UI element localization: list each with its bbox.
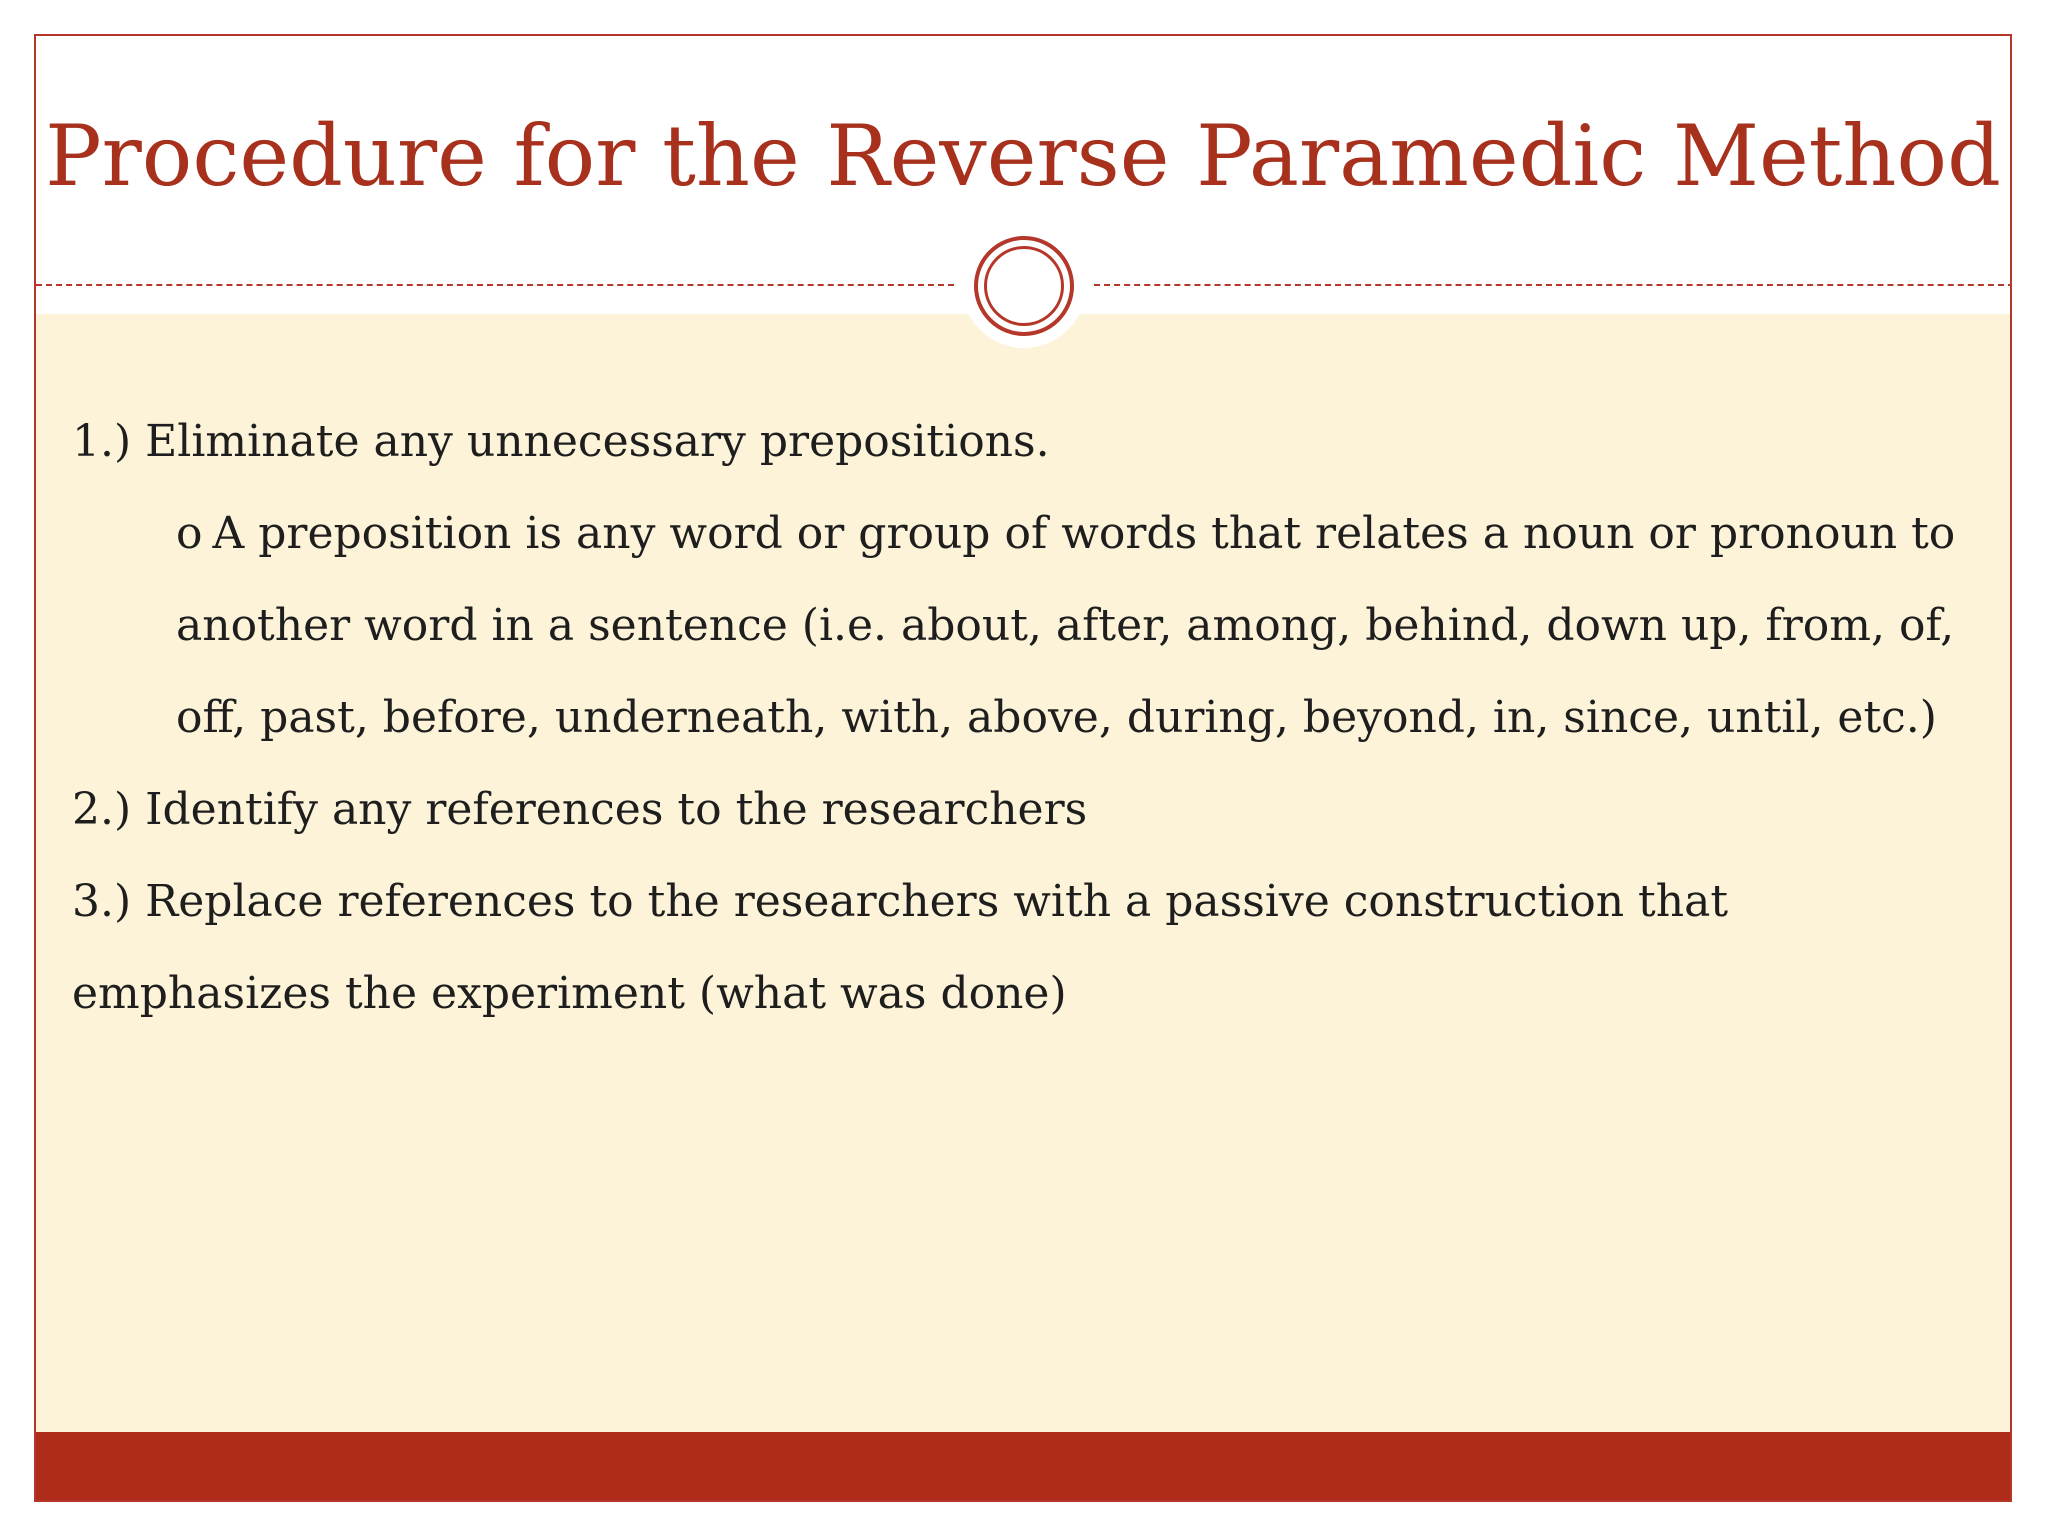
dashed-divider-left (36, 284, 954, 286)
sub-bullet-line-1 (72, 488, 1992, 580)
slide-title: Procedure for the Reverse Paramedic Method (45, 107, 2001, 205)
slide (34, 34, 2012, 1502)
circle-ornament-icon (974, 236, 1074, 336)
sub-bullet-line-2: another word in a sentence (i.e. about, after, among, behind, down up, from, of, (176, 600, 1955, 651)
dashed-divider-right (1094, 284, 2012, 286)
footer-bar (36, 1432, 2010, 1500)
step-3-line-2: emphasizes the experiment (what was done) (72, 968, 1067, 1019)
step-1: 1.) Eliminate any unnecessary prepositions. (72, 416, 1050, 467)
sub-bullet-line-3: off, past, before, underneath, with, above, during, beyond, in, since, until, etc.) (176, 692, 1937, 743)
step-2: 2.) Identify any references to the researchers (72, 784, 1088, 835)
step-3-line-1: 3.) Replace references to the researchers with a passive construction that (72, 876, 1728, 927)
circle-ornament-inner (984, 246, 1064, 326)
sub-bullet-text-1: A preposition is any word or group of words that relates a noun or pronoun to (212, 508, 1956, 559)
slide-content (72, 396, 1992, 1040)
hollow-bullet-icon: o (176, 508, 203, 559)
